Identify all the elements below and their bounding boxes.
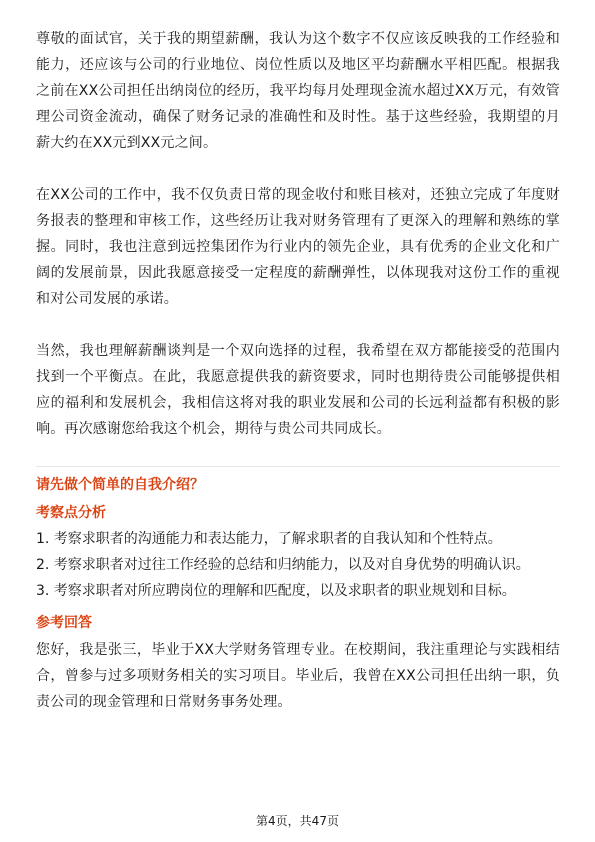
paragraph-salary-expectation: 尊敬的面试官，关于我的期望薪酬，我认为这个数字不仅应该反映我的工作经验和能力，还应该与公司的行业地位、岗位性质以及地区平均薪酬水平相匹配。根据我之前在XX公司担任出纳岗位的经历，我平均每月处理现金流水超过XX万元，有效管理公司资金流动，确保了财务记录的准确性和及时性。基于这些经验，我期望的月薪大约在XX元到XX元之间。 — [36, 31, 560, 151]
analysis-list — [36, 527, 560, 603]
analysis-item: 1. 考察求职者的沟通能力和表达能力，了解求职者的自我认知和个性特点。 — [36, 531, 502, 547]
analysis-heading: 考察点分析 — [36, 505, 106, 521]
page-content — [36, 26, 560, 715]
paragraph-work-experience: 在XX公司的工作中，我不仅负责日常的现金收付和账目核对，还独立完成了年度财务报表的整理和审核工作，这些经历让我对财务管理有了更深入的理解和熟练的掌握。同时，我也注意到远控集团作为行业内的领先企业，具有优秀的企业文化和广阔的发展前景，因此我愿意接受一定程度的薪酬弹性，以体现我对这份工作的重视和对公司发展的承诺。 — [36, 187, 560, 307]
page-number: 第4页，共47页 — [256, 814, 339, 828]
paragraph-negotiation: 当然，我也理解薪酬谈判是一个双向选择的过程，我希望在双方都能接受的范围内找到一个平衡点。在此，我愿意提供我的薪资要求，同时也期待贵公司能够提供相应的福利和发展机会，我相信这将对我的职业发展和公司的长远利益都有积极的影响。再次感谢您给我这个机会，期待与贵公司共同成长。 — [36, 343, 560, 437]
analysis-item: 2. 考察求职者对过往工作经验的总结和归纳能力，以及对自身优势的明确认识。 — [36, 557, 530, 573]
analysis-item: 3. 考察求职者对所应聘岗位的理解和匹配度，以及求职者的职业规划和目标。 — [36, 583, 516, 599]
section-divider — [36, 466, 560, 467]
reference-answer: 您好，我是张三，毕业于XX大学财务管理专业。在校期间，我注重理论与实践相结合，曾参与过多项财务相关的实习项目。毕业后，我曾在XX公司担任出纳一职，负责公司的现金管理和日常财务事务处理。 — [36, 642, 560, 710]
reference-heading: 参考回答 — [36, 615, 92, 631]
question-heading: 请先做个简单的自我介绍？ — [36, 477, 204, 493]
